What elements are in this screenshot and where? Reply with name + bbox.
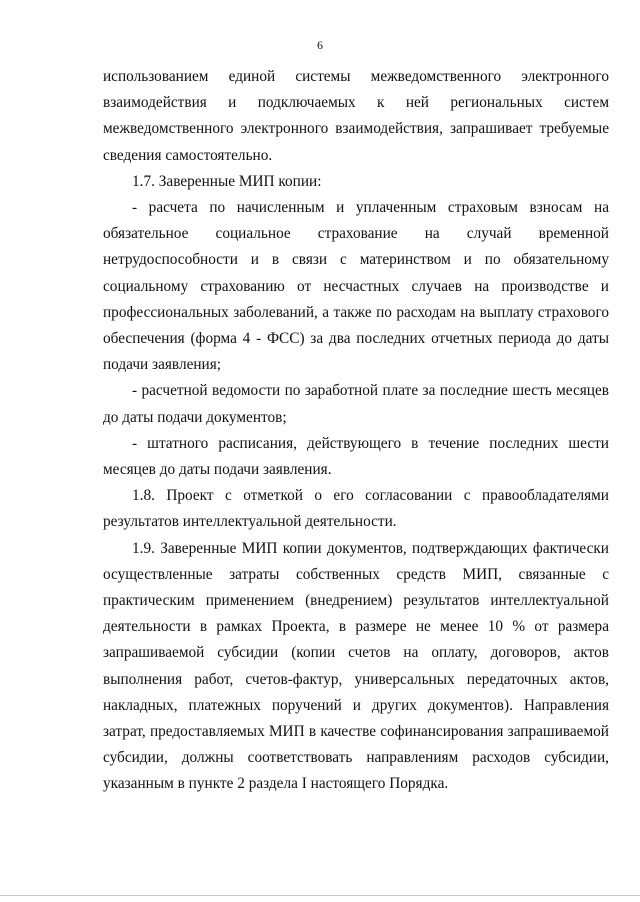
text-line: - расчета по начисленным и уплаченным страховым взносам на [132,199,609,217]
text-line: результатов интеллектуальной деятельности. [103,513,397,531]
text-line: затрат, предоставляемых МИП в качестве софинансирования запрашиваемой [103,723,609,741]
text-line: до даты подачи документов; [103,408,287,426]
text-line: осуществленные затраты собственных средств МИП, связанные с [103,565,609,583]
text-line: межведомственного электронного взаимодействия, запрашивает требуемые [103,120,609,138]
text-line: использованием единой системы межведомственного электронного [103,68,609,85]
text-line: 1.7. Заверенные МИП копии: [132,172,322,190]
text-line: накладных, платежных поручений и других документов). Направления [103,696,609,714]
text-line: деятельности в рамках Проекта, в размере не менее 10 % от размера [103,618,609,636]
text-line: 1.8. Проект с отметкой о его согласовании с правообладателями [132,487,609,505]
text-line: социальному страхованию от несчастных случаев на производстве и [103,277,609,295]
text-line: нетрудоспособности и в связи с материнством и по обязательному [103,251,609,269]
text-line: практическим применением (внедрением) результатов интеллектуальной [103,592,609,610]
document-body [103,64,609,798]
text-line: профессиональных заболеваний, а также по расходам на выплату страхового [103,303,609,321]
page-number: 6 [317,38,323,52]
text-line: указанным в пункте 2 раздела I настоящего Порядка. [103,775,449,793]
text-line: взаимодействия и подключаемых к ней региональных систем [103,94,609,112]
text-line: подачи заявления; [103,356,222,374]
text-line: месяцев до даты подачи заявления. [103,461,332,479]
text-line: - расчетной ведомости по заработной плате за последние шесть месяцев [132,382,609,400]
text-line: - штатного расписания, действующего в течение последних шести [132,434,609,452]
text-line: сведения самостоятельно. [103,146,273,164]
text-line: 1.9. Заверенные МИП копии документов, подтверждающих фактически [132,539,609,557]
text-line: запрашиваемой субсидии (копии счетов на оплату, договоров, актов [103,644,609,662]
text-line: обязательное социальное страхование на случай временной [103,225,609,243]
text-line: субсидии, должны соответствовать направлениям расходов субсидии, [103,749,609,767]
text-line: выполнения работ, счетов-фактур, универсальных передаточных актов, [103,670,609,688]
scan-edge-line [0,895,640,896]
text-line: обеспечения (форма 4 - ФСС) за два последних отчетных периода до даты [103,330,609,348]
